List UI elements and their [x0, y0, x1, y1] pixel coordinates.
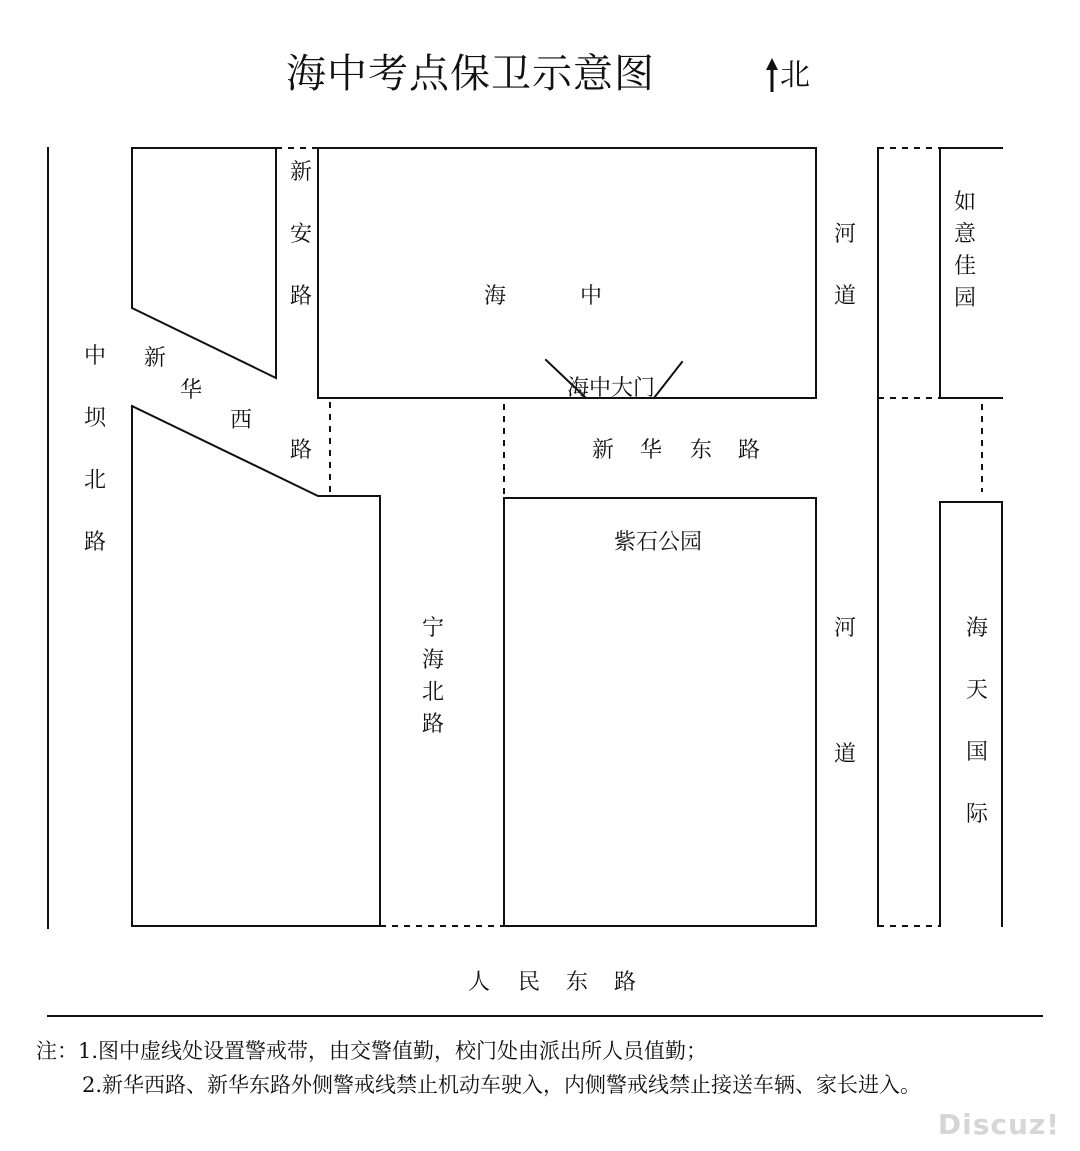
haitian-guoji-char-1: 海	[965, 616, 988, 641]
road-xinhua-east-char-1: 新	[591, 438, 614, 463]
road-xinhua-east-char-4: 路	[737, 438, 760, 463]
road-xinhua-west-char-2: 华	[179, 378, 202, 403]
road-xinhua-west-char-4: 路	[289, 438, 312, 463]
road-renmin-east-char-3: 东	[565, 970, 588, 995]
road-xinan-char-2: 安	[289, 222, 312, 247]
haitian-guoji-char-2: 天	[965, 678, 988, 703]
river-south-char-2: 道	[833, 742, 856, 767]
road-xinan-char-1: 新	[289, 160, 312, 185]
haitian-guoji-char-4: 际	[965, 802, 988, 827]
haitian-guoji-block	[940, 502, 1002, 926]
river-north-char-2: 道	[833, 284, 856, 309]
zishi-park-label: 紫石公园	[614, 530, 703, 555]
ruyi-jiayuan-char-2: 意	[953, 222, 976, 247]
north-arrow-icon	[764, 58, 780, 94]
ruyi-jiayuan-char-3: 佳	[953, 254, 976, 279]
road-ninghai-north-char-3: 北	[421, 680, 444, 705]
river-south-char-1: 河	[833, 616, 856, 641]
haizhong-block	[318, 148, 816, 398]
road-xinhua-west-char-1: 新	[143, 346, 166, 371]
ruyi-jiayuan-char-4: 园	[953, 286, 976, 311]
place-haizhong-char-2: 中	[579, 284, 602, 309]
road-ninghai-north-char-4: 路	[421, 712, 444, 737]
southwest-block	[132, 406, 380, 926]
road-xinhua-east-char-3: 东	[689, 438, 712, 463]
note-line-1: 注：1.图中虚线处设置警戒带，由交警值勤，校门处由派出所人员值勤；	[36, 1039, 708, 1063]
road-renmin-east-char-4: 路	[613, 970, 636, 995]
ruyi-jiayuan-char-1: 如	[953, 190, 976, 215]
haizhong-gate-label: 海中大门	[567, 376, 656, 401]
road-ninghai-north-char-1: 宁	[421, 616, 444, 641]
zishi-park-block	[504, 498, 816, 926]
road-zhongba-north-char-1: 中	[83, 344, 106, 369]
gate-line-right	[654, 362, 682, 398]
road-xinan-char-3: 路	[289, 284, 312, 309]
notes	[36, 1034, 1066, 1102]
north-label: 北	[780, 58, 810, 93]
north-indicator	[764, 56, 810, 96]
road-renmin-east-char-2: 民	[517, 970, 540, 995]
road-zhongba-north-char-4: 路	[83, 530, 106, 555]
road-zhongba-north-char-3: 北	[83, 468, 106, 493]
road-xinhua-west-char-3: 西	[229, 408, 252, 433]
road-zhongba-north-char-2: 坝	[83, 406, 106, 431]
note-line-2: 2.新华西路、新华东路外侧警戒线禁止机动车驶入，内侧警戒线禁止接送车辆、家长进入。	[82, 1073, 922, 1097]
road-ninghai-north-char-2: 海	[421, 648, 444, 673]
watermark-logo: Discuz!	[937, 1108, 1060, 1141]
road-renmin-east-char-1: 人	[467, 970, 490, 995]
river-north-char-1: 河	[833, 222, 856, 247]
map-title: 海中考点保卫示意图	[286, 51, 655, 97]
place-haizhong-char-1: 海	[483, 284, 506, 309]
road-xinhua-east-char-2: 华	[639, 438, 662, 463]
haitian-guoji-char-3: 国	[965, 740, 988, 765]
